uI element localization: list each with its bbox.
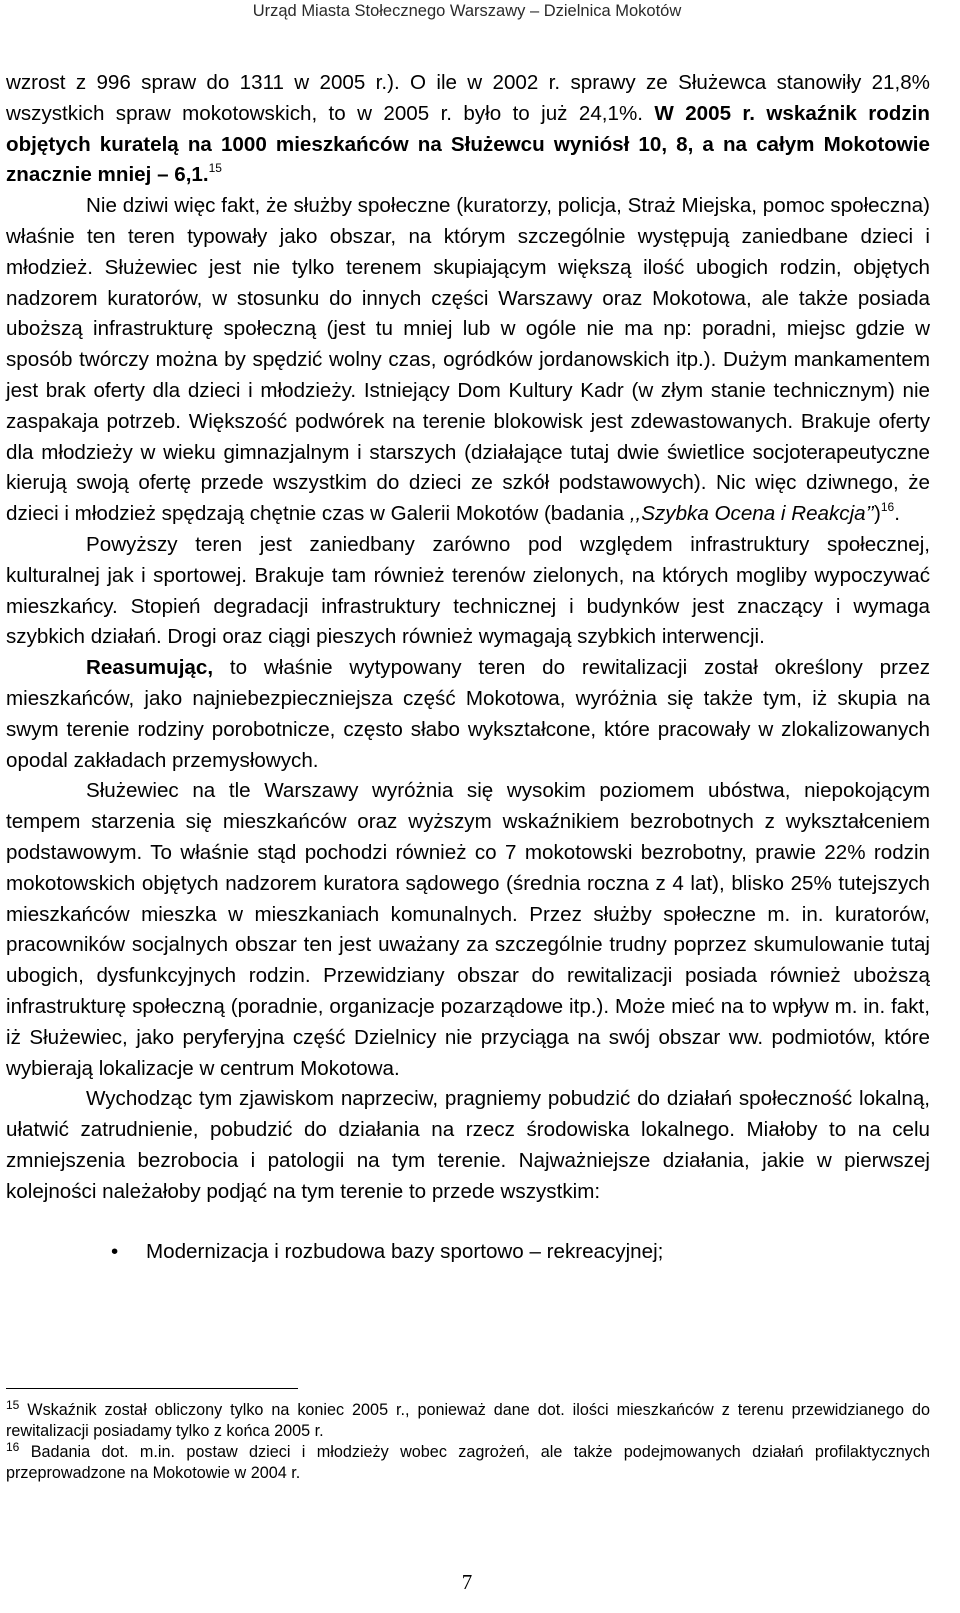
bullet-icon: •	[111, 1240, 119, 1264]
bullet-list-item	[6, 1237, 930, 1268]
paragraph-text: to właśnie wytypowany teren do rewitalizacji został określony przez mieszkańców, jako najniebezpieczniejsza część Mokotowa, wyróżnia się także tym, iż skupia na swym terenie rodziny porobotnicze, często słabo wykształcone, które pracowały w zlokalizowanych opodal zakładach przemysłowych.	[6, 656, 930, 772]
footnote-text: Badania dot. m.in. postaw dzieci i młodzieży wobec zagrożeń, ale także podejmowanych działań profilaktycznych przeprowadzone na Mokotowie w 2004 r.	[6, 1443, 930, 1482]
paragraph-reasumujac	[6, 653, 930, 776]
footnote-number: 15	[6, 1398, 20, 1412]
page-header: Urząd Miasta Stołecznego Warszawy – Dzielnica Mokotów	[252, 2, 682, 20]
paragraph-dzialania: Wychodząc tym zjawiskom naprzeciw, pragniemy pobudzić do działań społeczność lokalną, ułatwić zatrudnienie, pobudzić do działania na rzecz środowiska lokalnego. Miałoby to na celu zmniejszenia bezrobocia i patologii na tym terenie. Najważniejsze działania, jakie w pierwszej kolejności należałoby podjąć na tym terenie to przede wszystkim:	[6, 1087, 930, 1203]
paragraph-text: )	[874, 502, 881, 526]
paragraph-text: .	[894, 502, 900, 526]
paragraph-text: Nie dziwi więc fakt, że służby społeczne (kuratorzy, policja, Straż Miejska, pomoc społeczna) właśnie ten teren typowały jako obszar, na którym szczególnie występują zaniedbane dzieci i młodzież. Służewiec jest nie tylko terenem skupiającym większą ilość ubogich rodzin, objętych nadzorem kuratorów, w stosunku do innych części Warszawy oraz Mokotowa, ale także posiada uboższą infrastrukturę społeczną (jest tu mniej lub w ogóle nie ma np: poradni, miejsc gdzie w sposób twórczy można by spędzić wolny czas, ogródków jordanowskich itp.). Dużym mankamentem jest brak oferty dla dzieci i młodzieży. Istniejący Dom Kultury Kadr (w złym stanie technicznym) nie zaspakaja potrzeb. Większość podwórek na terenie blokowisk jest zdewastowanych. Brakuje oferty dla młodzieży w wieku gimnazjalnym i starszych (działające tutaj dwie świetlice socjoterapeutyczne kierują swoją ofertę przede wszystkim do dzieci ze szkół podstawowych). Nic więc dziwnego, że dzieci i młodzież spędzają chętnie czas w Galerii Mokotów (badania	[6, 194, 930, 526]
study-title: ,,Szybka Ocena i Reakcja’’	[629, 502, 875, 526]
footnote-text: Wskaźnik został obliczony tylko na koniec 2005 r., ponieważ dane dot. ilości mieszkańców z terenu przewidzianego do rewitalizacji posiadamy tylko z końca 2005 r.	[6, 1401, 930, 1440]
footnote-number: 16	[6, 1440, 20, 1454]
document-body	[6, 68, 930, 1268]
paragraph-kuratela	[6, 68, 930, 191]
footnote-ref-16[interactable]: 16	[880, 500, 895, 515]
paragraph-sluzewiec-ubostwo: Służewiec na tle Warszawy wyróżnia się wysokim poziomem ubóstwa, niepokojącym tempem starzenia się mieszkańców oraz wyższym wskaźnikiem bezrobotnych z wykształceniem podstawowym. To właśnie stąd pochodzi również co 7 mokotowski bezrobotny, prawie 22% rodzin mokotowskich objętych nadzorem kuratora sądowego (średnia roczna z 4 lat), blisko 25% tutejszych mieszkańców mieszka w mieszkaniach komunalnych. Przez służby społeczne m. in. kuratorów, pracowników socjalnych obszar ten jest uważany za szczególnie trudny poprzez skumulowanie tutaj ubogich, dysfunkcyjnych rodzin. Przewidziany obszar do rewitalizacji posiada również uboższą infrastrukturę społeczną (poradnie, organizacje pozarządowe itp.). Może mieć na to wpływ m. in. fakt, iż Służewiec, jako peryferyjna część Dzielnicy nie przyciąga na swój obszar ww. podmiotów, które wybierają lokalizacje w centrum Mokotowa.	[6, 779, 930, 1080]
footnote-ref-15[interactable]: 15	[208, 161, 222, 176]
bold-statistic-text: W 2005 r. wskaźnik rodzin objętych kuratelą na 1000 mieszkańców na Służewcu wyniósł 10, 8, a na całym Mokotowie znacznie mniej – 6,1.	[6, 101, 930, 187]
footnote-16	[6, 1442, 930, 1484]
paragraph-infrastruktura: Powyższy teren jest zaniedbany zarówno pod względem infrastruktury społecznej, kulturalnej jak i sportowej. Brakuje tam również terenów zielonych, na których mogliby wypoczywać mieszkańcy. Stopień degradacji infrastruktury technicznej i budynków jest znaczący i wymaga szybkich działań. Drogi oraz ciągi pieszych również wymagają szybkich interwencji.	[6, 532, 930, 649]
paragraph-text: wzrost z 996 spraw do 1311 w 2005 r.). O ile w 2002 r. sprawy ze Służewca stanowiły 21,8% wszystkich spraw mokotowskich, to w 2005 r. było to już 24,1%.	[6, 71, 930, 125]
footnotes	[6, 1400, 930, 1484]
page-number: 7	[461, 1570, 473, 1594]
footnote-divider	[6, 1388, 298, 1389]
bold-lead-word: Reasumując,	[86, 656, 214, 680]
paragraph-sluzby-spoleczne	[6, 191, 930, 530]
footnote-15	[6, 1400, 930, 1442]
bullet-text: Modernizacja i rozbudowa bazy sportowo – rekreacyjnej;	[146, 1240, 664, 1264]
